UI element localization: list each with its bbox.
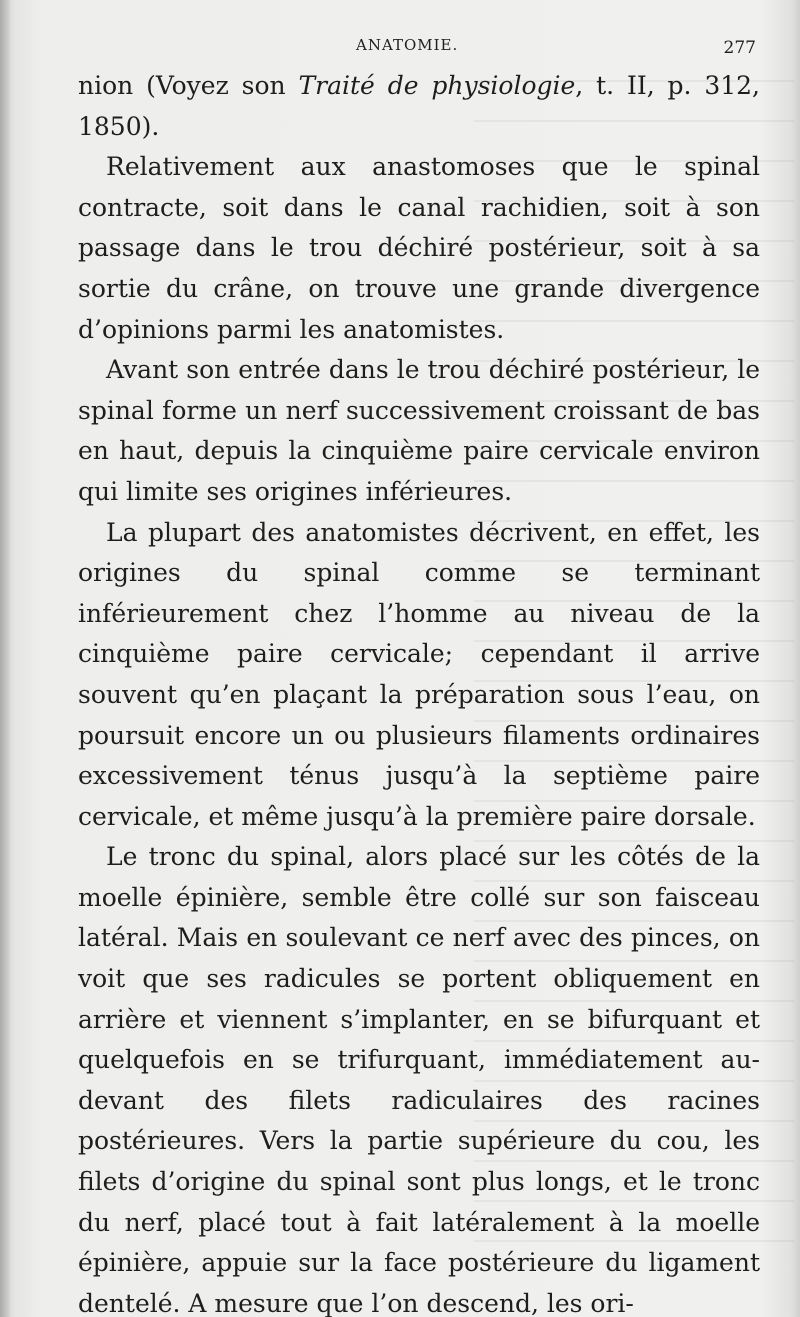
paragraph-text: nion (Voyez son (78, 71, 299, 100)
paragraph-5 (78, 837, 760, 1317)
page-header (78, 34, 760, 62)
book-title: Traité de physiologie (298, 71, 576, 100)
paragraph-3 (78, 350, 760, 512)
paragraph-text: Avant son entrée dans le trou déchiré postérieur, le spinal forme un nerf successivement croissant de bas en haut, depuis la cinquième paire cervicale environ qui limite ses origines inférieures. (78, 355, 760, 506)
paragraph-text: Relativement aux anastomoses que le spinal contracte, soit dans le canal rachidien, soit à son passage dans le trou déchiré postérieur, soit à sa sortie du crâne, on trouve une grande divergence d’opinions parmi les anatomistes. (78, 152, 760, 344)
page-gutter-shadow (0, 0, 10, 1317)
paragraph-text: Le tronc du spinal, alors placé sur les côtés de la moelle épinière, semble être collé sur son faisceau latéral. Mais en soulevant ce nerf avec des pinces, on voit que ses radicules se portent obliquement en arrière et viennent s’implanter, en se bifurquant et quelquefois en se trifurquant, immédiatement au-devant des filets radiculaires des racines postérieures. Vers la partie supérieure du cou, les filets d’origine du spinal sont plus longs, et le tronc du nerf, placé tout à fait latéralement à la moelle épinière, appuie sur la face postérieure du ligament dentelé. A mesure que l’on descend, les ori- (78, 842, 760, 1317)
paragraph-4 (78, 513, 760, 838)
page-number: 277 (723, 38, 756, 58)
paragraph-text: La plupart des anatomistes décrivent, en effet, les origines du spinal comme se terminant inférieurement chez l’homme au niveau de la cinquième paire cervicale; cependant il arrive souvent qu’en plaçant la préparation sous l’eau, on poursuit encore un ou plusieurs filaments ordinaires excessivement ténus jusqu’à la septième paire cervicale, et même jusqu’à la première paire dorsale. (78, 517, 760, 831)
running-head: ANATOMIE. (356, 36, 459, 54)
page-body (78, 66, 760, 1317)
paragraph-1 (78, 66, 760, 147)
paragraph-text: , t. II, p. 312, 1850). (78, 71, 760, 141)
paragraph-2 (78, 147, 760, 350)
